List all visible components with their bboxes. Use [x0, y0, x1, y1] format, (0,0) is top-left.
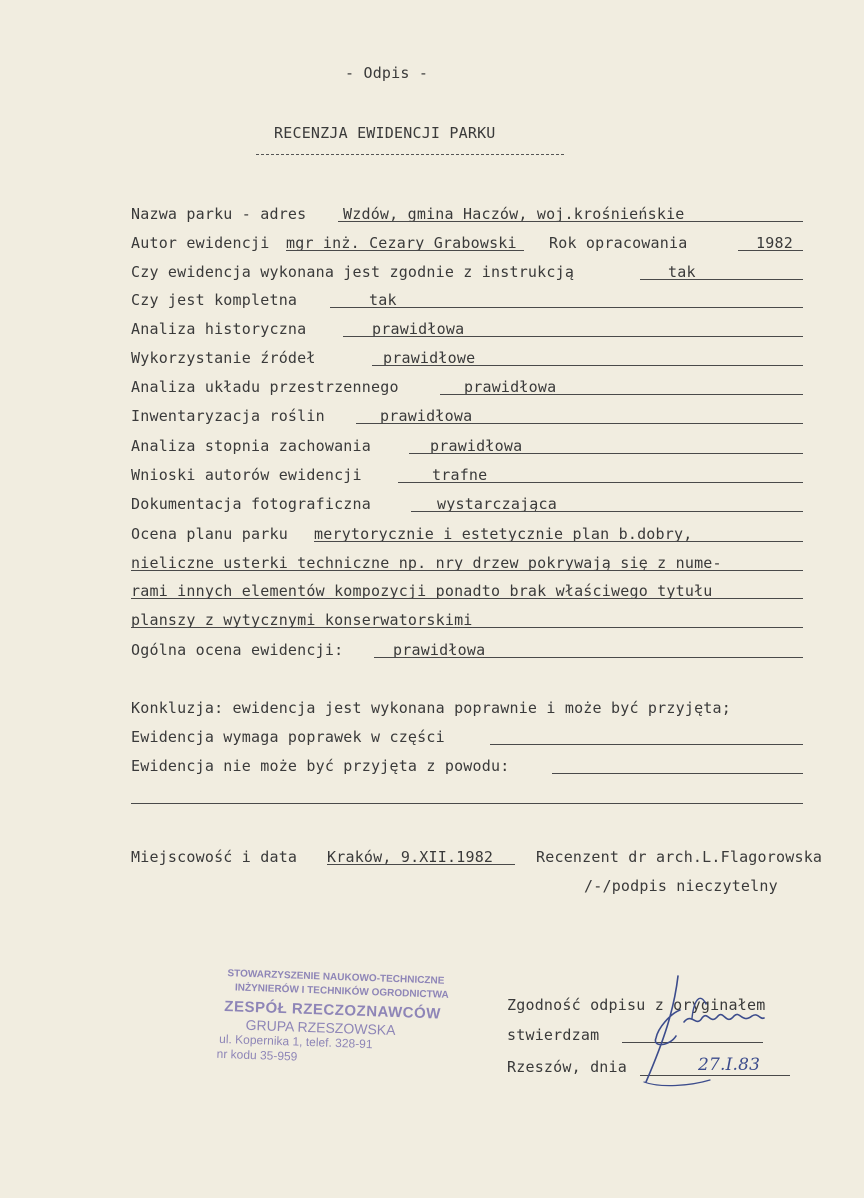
park-plan-line-3: rami innych elementów kompozycji ponadto brak właściwego tytułu — [131, 582, 713, 600]
spatial-analysis-label: Analiza układu przestrzennego — [131, 378, 399, 396]
historical-analysis-value: prawidłowa — [372, 320, 465, 338]
place-value: Kraków, 9.XII.1982 — [327, 848, 494, 866]
overall-label: Ogólna ocena ewidencji: — [131, 641, 344, 659]
sources-use-line — [372, 365, 803, 366]
conclusions-value: trafne — [432, 466, 488, 484]
park-plan-line-4: planszy z wytycznymi konserwatorskimi — [131, 611, 473, 629]
stamp-line-3: ZESPÓŁ RZECZOZNAWCÓW — [224, 998, 442, 1023]
park-plan-underline-1 — [314, 541, 803, 542]
per-instruction-value: tak — [668, 263, 696, 281]
spatial-analysis-line — [440, 394, 803, 395]
park-name-value: Wzdów, gmina Haczów, woj.krośnieńskie — [343, 205, 685, 223]
author-label: Autor ewidencji — [131, 234, 270, 252]
spatial-analysis-value: prawidłowa — [464, 378, 557, 396]
park-plan-underline-3 — [131, 598, 803, 599]
signature-note: /-/podpis nieczytelny — [584, 877, 778, 895]
author-value: mgr inż. Cezary Grabowski — [286, 234, 517, 252]
conformity-date: 27.I.83 — [698, 1055, 761, 1075]
park-name-line — [338, 221, 803, 222]
plant-inventory-label: Inwentaryzacja roślin — [131, 407, 325, 425]
cannot-accept-extra-line — [131, 803, 803, 804]
stamp-line-5: ul. Kopernika 1, telef. 328-91 — [218, 1031, 373, 1052]
year-line — [738, 250, 803, 251]
preservation-analysis-line — [409, 453, 803, 454]
place-line — [327, 864, 515, 865]
document-title: RECENZJA EWIDENCJI PARKU — [274, 124, 496, 142]
complete-line — [330, 307, 803, 308]
sources-use-value: prawidłowe — [383, 349, 476, 367]
stamp-line-2: INŻYNIERÓW I TECHNIKÓW OGRODNICTWA — [234, 982, 449, 1001]
overall-line — [374, 657, 803, 658]
stamp-line-1: STOWARZYSZENIE NAUKOWO-TECHNICZNE — [227, 968, 445, 987]
photo-docs-label: Dokumentacja fotograficzna — [131, 495, 371, 513]
photo-docs-value: wystarczająca — [437, 495, 557, 513]
historical-analysis-label: Analiza historyczna — [131, 320, 307, 338]
year-value: 1982 — [756, 234, 793, 252]
per-instruction-label: Czy ewidencja wykonana jest zgodnie z instrukcją — [131, 263, 575, 281]
park-plan-line-2: nieliczne usterki techniczne np. nry drzew pokrywają się z nume- — [131, 554, 722, 572]
needs-corrections-label: Ewidencja wymaga poprawek w części — [131, 728, 445, 746]
copy-mark: - Odpis - — [345, 64, 429, 82]
cannot-accept-label: Ewidencja nie może być przyjęta z powodu: — [131, 757, 510, 775]
conclusions-line — [398, 482, 803, 483]
place-label: Miejscowość i data — [131, 848, 298, 866]
handwritten-signature — [630, 970, 780, 1090]
per-instruction-line — [640, 279, 803, 280]
complete-value: tak — [369, 291, 397, 309]
overall-value: prawidłowa — [393, 641, 486, 659]
plant-inventory-line — [356, 423, 803, 424]
preservation-analysis-label: Analiza stopnia zachowania — [131, 437, 371, 455]
title-underline — [256, 154, 564, 155]
reviewer: Recenzent dr arch.L.Flagorowska — [536, 848, 823, 866]
park-name-label: Nazwa parku - adres — [131, 205, 307, 223]
stamp-line-4: GRUPA RZESZOWSKA — [245, 1016, 396, 1039]
conformity-line-3: Rzeszów, dnia — [507, 1058, 627, 1076]
sources-use-label: Wykorzystanie źródeł — [131, 349, 316, 367]
needs-corrections-line — [490, 744, 803, 745]
author-line — [286, 250, 524, 251]
complete-label: Czy jest kompletna — [131, 291, 298, 309]
conclusion-text: Konkluzja: ewidencja jest wykonana poprawnie i może być przyjęta; — [131, 699, 731, 717]
plant-inventory-value: prawidłowa — [380, 407, 473, 425]
park-plan-line-1: merytorycznie i estetycznie plan b.dobry, — [314, 525, 693, 543]
park-plan-underline-4 — [131, 627, 803, 628]
conclusions-label: Wnioski autorów ewidencji — [131, 466, 362, 484]
conformity-line-2: stwierdzam — [507, 1026, 600, 1044]
institution-stamp — [216, 968, 459, 1068]
cannot-accept-line — [552, 773, 803, 774]
year-label: Rok opracowania — [549, 234, 688, 252]
preservation-analysis-value: prawidłowa — [430, 437, 523, 455]
park-plan-label: Ocena planu parku — [131, 525, 288, 543]
photo-docs-line — [411, 511, 803, 512]
historical-analysis-line — [343, 336, 803, 337]
stamp-line-6: nr kodu 35-959 — [216, 1046, 298, 1064]
conformity-line-1: Zgodność odpisu z oryginałem — [507, 996, 766, 1014]
park-plan-underline-2 — [131, 570, 803, 571]
